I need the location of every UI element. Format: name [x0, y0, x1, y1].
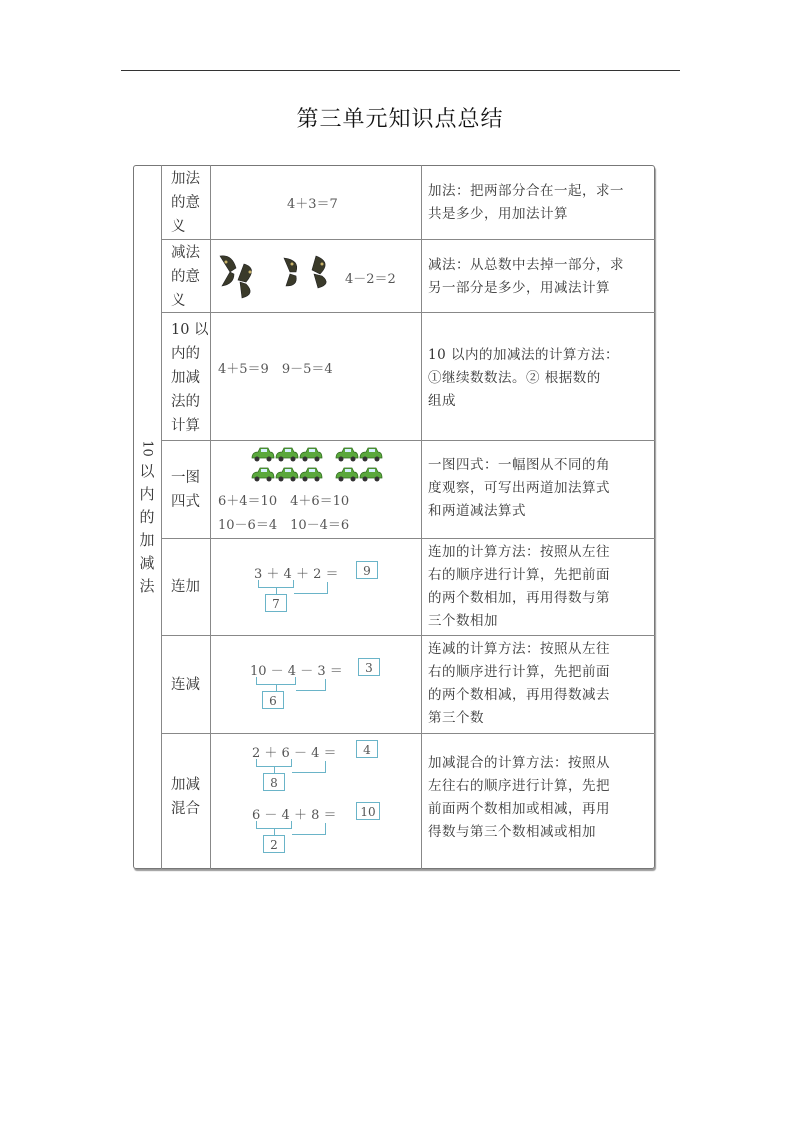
result-box: 4	[356, 740, 378, 758]
partial-result-box: 8	[263, 773, 285, 791]
side-label-char: 内	[139, 485, 155, 503]
side-label-char: 10	[139, 440, 155, 457]
butterflies-picture	[216, 250, 344, 300]
row-topic-calculation: 10 以 内的 加减 法的 计算	[171, 322, 209, 434]
row-topic-consecutive-addition: 连加	[171, 579, 200, 595]
result-box: 10	[356, 802, 380, 820]
expression: 3 ＋ 4 ＋ 2 ＝	[254, 567, 339, 582]
side-label-char: 加	[139, 531, 155, 549]
example-equation: 4＋5＝9 9－5＝4	[218, 362, 333, 377]
row-description: 加减混合的计算方法：按照从 左往右的顺序进行计算，先把 前面两个数相加或相减，再用 得数与第三个数相减或相加	[428, 755, 610, 840]
example-equation: 10－6＝4 10－4＝6	[218, 518, 350, 533]
row-description: 10 以内的加减法的计算方法： ①继续数数法。② 根据数的 组成	[428, 347, 619, 409]
partial-result-box: 7	[265, 594, 287, 612]
row-divider	[161, 538, 655, 539]
partial-result-box: 6	[262, 691, 284, 709]
side-label	[133, 437, 161, 598]
bracket	[296, 679, 326, 691]
row-divider	[161, 239, 655, 240]
side-label-char: 的	[139, 508, 155, 526]
bracket	[294, 582, 328, 594]
result-box: 3	[358, 658, 380, 676]
row-divider	[161, 733, 655, 734]
row-description: 加法：把两部分合在一起，求一 共是多少，用加法计算	[428, 183, 624, 222]
expression: 2 ＋ 6 － 4 ＝	[252, 746, 337, 761]
bracket	[292, 823, 326, 835]
row-topic-subtraction-meaning: 减法 的意 义	[171, 245, 200, 309]
bracket	[258, 580, 294, 588]
row-description: 减法：从总数中去掉一部分，求 另一部分是多少，用减法计算	[428, 257, 624, 296]
bracket	[256, 759, 292, 767]
top-rule	[121, 70, 680, 71]
row-divider	[161, 635, 655, 636]
partial-result-box: 2	[263, 835, 285, 853]
row-topic-mixed-operations: 加减 混合	[171, 777, 200, 817]
col-divider-1	[161, 165, 162, 869]
row-description: 连减的计算方法：按照从左往 右的顺序进行计算，先把前面 的两个数相减，再用得数减去 第三个数	[428, 641, 610, 726]
row-topic-addition-meaning: 加法 的意 义	[171, 171, 200, 235]
expression: 6 － 4 ＋ 8 ＝	[252, 808, 337, 823]
col-divider-3	[421, 165, 422, 869]
row-description: 连加的计算方法：按照从左往 右的顺序进行计算，先把前面 的两个数相加，再用得数与第 三个数相加	[428, 544, 610, 629]
row-topic-consecutive-subtraction: 连减	[171, 677, 200, 693]
row-topic-one-picture-four-equations: 一图 四式	[171, 470, 200, 510]
expression: 10 － 4 － 3 ＝	[250, 664, 343, 679]
row-divider	[161, 440, 655, 441]
row-divider	[161, 312, 655, 313]
side-label-char: 以	[139, 462, 155, 480]
page-title: 第三单元知识点总结	[296, 107, 504, 132]
example-equation: 4－2＝2	[345, 272, 396, 287]
cars-picture	[250, 446, 384, 484]
result-box: 9	[356, 561, 378, 579]
bracket	[256, 821, 292, 829]
bracket	[292, 761, 326, 773]
side-label-char: 法	[139, 577, 155, 595]
col-divider-2	[210, 165, 211, 869]
bracket	[256, 677, 296, 685]
side-label-char: 减	[139, 554, 155, 572]
row-description: 一图四式：一幅图从不同的角 度观察，可写出两道加法算式 和两道减法算式	[428, 457, 610, 519]
example-equation: 6＋4＝10 4＋6＝10	[218, 494, 350, 509]
example-equation: 4＋3＝7	[287, 197, 338, 212]
